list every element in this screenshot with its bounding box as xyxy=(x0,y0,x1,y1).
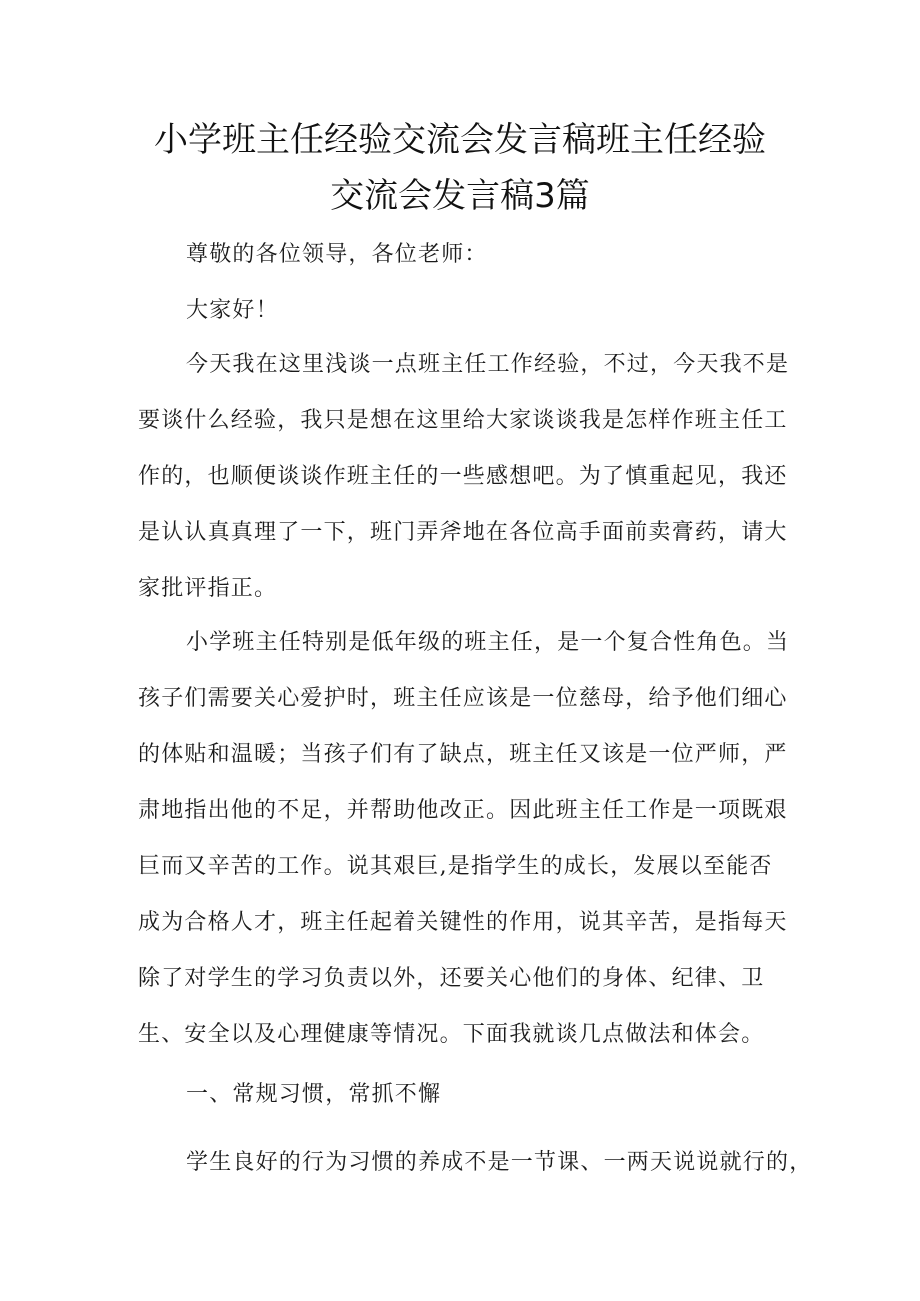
paragraph-2-line-6: 成为合格人才，班主任起着关键性的作用，说其辛苦，是指每天 xyxy=(138,910,788,935)
document-title-line-1: 小学班主任经验交流会发言稿班主任经验 xyxy=(154,120,766,160)
paragraph-1-line-4: 是认认真真理了一下，班门弄斧地在各位高手面前卖膏药，请大 xyxy=(138,520,788,545)
document-title-line-2: 交流会发言稿3篇 xyxy=(330,176,590,216)
paragraph-3-line-1: 学生良好的行为习惯的养成不是一节课、一两天说说就行的， xyxy=(186,1150,813,1175)
paragraph-2-line-3: 的体贴和温暖；当孩子们有了缺点，班主任又该是一位严师，严 xyxy=(138,742,788,767)
paragraph-2-line-7: 除了对学生的学习负责以外，还要关心他们的身体、纪律、卫 xyxy=(138,966,765,991)
paragraph-2-line-4: 肃地指出他的不足，并帮助他改正。因此班主任工作是一项既艰 xyxy=(138,798,788,823)
paragraph-2-line-1: 小学班主任特别是低年级的班主任，是一个复合性角色。当 xyxy=(186,630,790,655)
paragraph-1-line-1: 今天我在这里浅谈一点班主任工作经验，不过，今天我不是 xyxy=(186,352,790,377)
paragraph-1-line-2: 要谈什么经验，我只是想在这里给大家谈谈我是怎样作班主任工 xyxy=(138,408,788,433)
paragraph-2-line-5: 巨而又辛苦的工作。说其艰巨,是指学生的成长，发展以至能否 xyxy=(138,854,773,879)
paragraph-1-line-5: 家批评指正。 xyxy=(138,576,278,601)
paragraph-2-line-8: 生、安全以及心理健康等情况。下面我就谈几点做法和体会。 xyxy=(138,1022,765,1047)
greeting: 尊敬的各位领导，各位老师： xyxy=(186,242,488,267)
paragraph-1-line-3: 作的，也顺便谈谈作班主任的一些感想吧。为了慎重起见，我还 xyxy=(138,464,788,489)
hello-line: 大家好！ xyxy=(186,298,279,323)
paragraph-2-line-2: 孩子们需要关心爱护时，班主任应该是一位慈母，给予他们细心 xyxy=(138,686,788,711)
section-1-heading: 一、常规习惯，常抓不懈 xyxy=(186,1082,442,1107)
